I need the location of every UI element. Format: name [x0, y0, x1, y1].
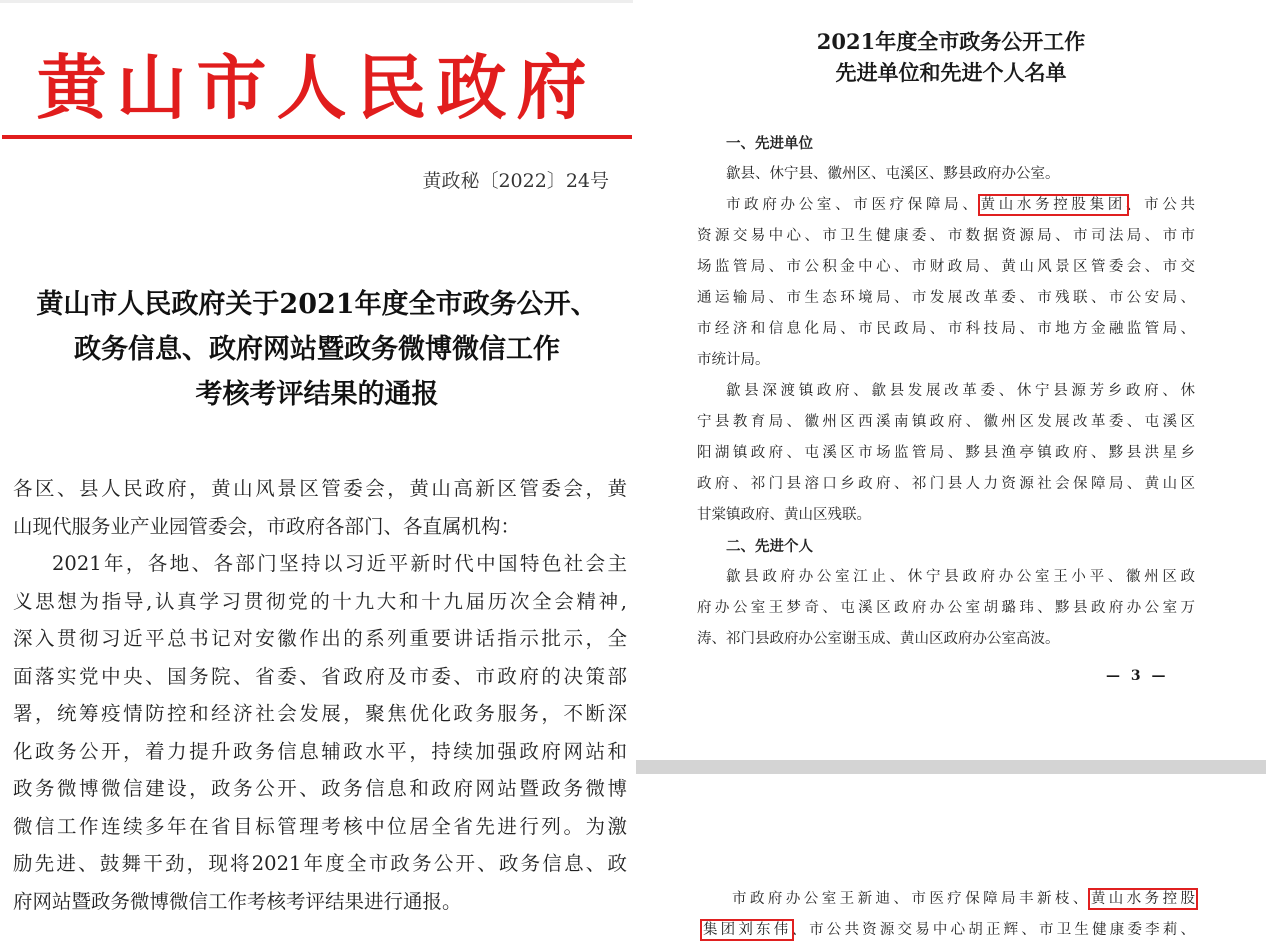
highlighted-unit: 黄山水务控股集团	[980, 197, 1126, 213]
township-line: 甘棠镇政府、黄山区残联。	[697, 507, 871, 523]
body-line: 府网站暨政务微博微信工作考核考评结果进行通报。	[13, 889, 462, 913]
units-line: 通运输局、市生态环境局、市发展改革委、市残联、市公安局、	[697, 290, 1195, 306]
document-body	[13, 470, 627, 920]
township-line: 歙县深渡镇政府、歙县发展改革委、休宁县源芳乡政府、休	[726, 383, 1195, 399]
body-line: 面落实党中央、国务院、省委、省政府及市委、市政府的决策部	[13, 664, 627, 688]
body-line: 2021年，各地、各部门坚持以习近平新时代中国特色社会主	[52, 552, 627, 575]
section-heading-individuals: 二、先进个人	[726, 538, 813, 555]
page-separator	[636, 760, 1266, 774]
section-heading-units: 一、先进单位	[726, 135, 813, 152]
document-number: 黄政秘〔2022〕24号	[422, 170, 609, 192]
highlighted-person: 集团刘东伟	[703, 922, 792, 938]
masthead: 黄山市人民政府	[36, 46, 597, 129]
red-rule	[2, 135, 632, 139]
county-offices-line: 歙县、休宁县、徽州区、屯溪区、黟县政府办公室。	[726, 166, 1060, 182]
body-line: 深入贯彻习近平总书记对安徽作出的系列重要讲话指示批示，全	[13, 627, 627, 650]
units-text: 、市公共	[1125, 197, 1196, 213]
list-body	[697, 128, 1195, 655]
units-line: 市经济和信息化局、市民政局、市科技局、市地方金融监管局、	[697, 321, 1195, 337]
township-line: 阳湖镇政府、屯溪区市场监管局、黟县渔亭镇政府、黟县洪星乡	[697, 445, 1195, 461]
title-line: 黄山市人民政府关于2021年度全市政务公开、	[36, 289, 598, 320]
page-number: — 3 —	[1106, 668, 1169, 684]
individuals-text: 、市公共资源交易中心胡正辉、市卫生健康委李莉、	[791, 922, 1196, 938]
highlighted-unit: 黄山水务控股	[1090, 891, 1196, 907]
body-line: 励先进、鼓舞干劲，现将2021年度全市政务公开、政务信息、政	[13, 852, 627, 875]
body-line: 微信工作连续多年在省目标管理考核中位居全省先进行列。为激	[13, 814, 627, 838]
units-text: 市政府办公室、市医疗保障局、	[726, 197, 981, 213]
body-line: 政务微博微信建设，政务公开、政务信息和政府网站暨政务微博	[13, 777, 627, 800]
individuals-line: 府办公室王梦奇、屯溪区政府办公室胡璐玮、黟县政府办公室万	[697, 600, 1195, 616]
next-page	[636, 774, 1266, 950]
individuals-line	[703, 915, 1195, 946]
units-line: 市统计局。	[697, 352, 770, 368]
units-line	[697, 190, 1195, 221]
individuals-text: 市政府办公室王新迪、市医疗保障局丰新枝、	[732, 891, 1091, 907]
next-page-body	[703, 884, 1195, 946]
township-line: 政府、祁门县溶口乡政府、祁门县人力资源社会保障局、黄山区	[697, 476, 1195, 492]
salutation-line: 各区、县人民政府，黄山风景区管委会，黄山高新区管委会，黄	[13, 477, 627, 500]
list-title-line: 2021年度全市政务公开工作	[816, 29, 1086, 54]
list-title	[636, 26, 1266, 88]
title-line: 考核考评结果的通报	[195, 379, 439, 410]
list-title-line: 先进单位和先进个人名单	[835, 60, 1067, 85]
units-line: 资源交易中心、市卫生健康委、市数据资源局、市司法局、市市	[697, 228, 1195, 244]
individuals-line: 歙县政府办公室江止、休宁县政府办公室王小平、徽州区政	[726, 569, 1195, 585]
right-page	[636, 0, 1266, 760]
title-line: 政务信息、政府网站暨政务微博微信工作	[74, 334, 560, 365]
body-line: 义思想为指导,认真学习贯彻党的十九大和十九届历次全会精神,	[13, 589, 627, 613]
salutation-line: 山现代服务业产业园管委会，市政府各部门、各直属机构：	[13, 514, 521, 538]
body-line: 署，统筹疫情防控和经济社会发展，聚焦优化政务服务，不断深	[13, 702, 627, 725]
units-line: 场监管局、市公积金中心、市财政局、黄山风景区管委会、市交	[697, 259, 1195, 275]
document-title	[6, 282, 628, 417]
individuals-line: 涛、祁门县政府办公室谢玉成、黄山区政府办公室高波。	[697, 631, 1060, 647]
top-border	[0, 0, 633, 3]
individuals-line	[703, 884, 1195, 915]
body-line: 化政务公开，着力提升政务信息辅政水平，持续加强政府网站和	[13, 739, 627, 763]
township-line: 宁县教育局、徽州区西溪南镇政府、徽州区发展改革委、屯溪区	[697, 414, 1195, 430]
